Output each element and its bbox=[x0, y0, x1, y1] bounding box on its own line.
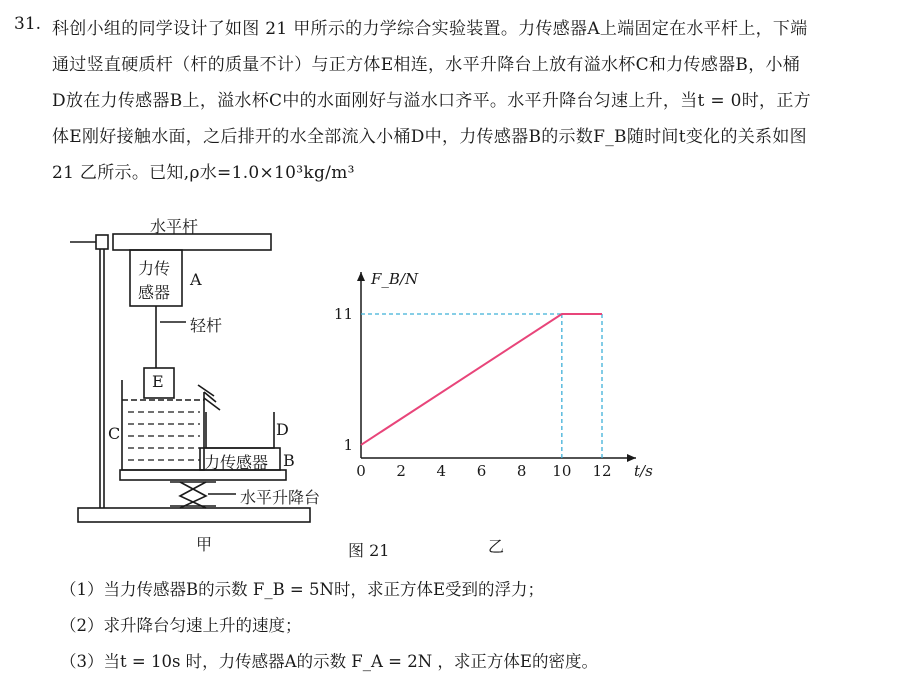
question-stem-line-3: D放在力传感器B上，溢水杯C中的水面刚好与溢水口齐平。水平升降台匀速上升，当t = 0时，正方 bbox=[52, 91, 811, 111]
y-axis-label: F_B/N bbox=[371, 270, 419, 288]
x-tick-label: 12 bbox=[592, 462, 612, 480]
label-light-rod: 轻杆 bbox=[190, 316, 223, 335]
caption-apparatus: 甲 bbox=[196, 535, 213, 554]
x-tick-label: 10 bbox=[552, 462, 572, 480]
sub-question-2: （2）求升降台匀速上升的速度； bbox=[60, 616, 302, 635]
y-tick-label: 11 bbox=[333, 305, 353, 323]
x-tick-label: 6 bbox=[476, 462, 487, 480]
label-sensor-a-letter: A bbox=[190, 270, 202, 289]
y-axis-arrow bbox=[357, 272, 365, 281]
x-tick-label: 8 bbox=[516, 462, 527, 480]
caption-graph: 乙 bbox=[488, 537, 505, 556]
label-sensor-b: 力传感器 bbox=[204, 453, 269, 472]
question-stem-line-2: 通过竖直硬质杆（杆的质量不计）与正方体E相连，水平升降台上放有溢水杯C和力传感器B，小桶 bbox=[52, 55, 801, 75]
label-cube-e: E bbox=[152, 372, 164, 391]
series-line bbox=[361, 314, 602, 445]
figure-caption: 图 21 bbox=[348, 541, 390, 560]
label-horizontal-rod: 水平杆 bbox=[150, 217, 199, 236]
sub-question-3: （3）当t = 10s 时，力传感器A的示数 F_A = 2N ，求正方体E的密度。 bbox=[60, 652, 598, 671]
label-sensor-a-line2: 感器 bbox=[138, 283, 171, 302]
label-cup-c: C bbox=[108, 424, 121, 443]
y-tick-label: 1 bbox=[343, 435, 353, 454]
question-stem-line-1: 科创小组的同学设计了如图 21 甲所示的力学综合实验装置。力传感器A上端固定在水平杆上，下端 bbox=[52, 19, 808, 39]
label-platform: 水平升降台 bbox=[240, 488, 321, 507]
label-sensor-b-letter: B bbox=[283, 451, 295, 470]
x-axis-label: t/s bbox=[634, 462, 653, 480]
x-axis-arrow bbox=[627, 454, 636, 462]
question-number: 31. bbox=[14, 14, 42, 34]
label-sensor-a-line1: 力传 bbox=[138, 259, 171, 278]
x-tick-label: 4 bbox=[436, 462, 447, 480]
x-tick-label: 0 bbox=[356, 462, 366, 480]
sub-question-1: （1）当力传感器B的示数 F_B = 5N时，求正方体E受到的浮力； bbox=[60, 580, 544, 599]
question-stem-line-5: 21 乙所示。已知,ρ水=1.0×10³kg/m³ bbox=[52, 163, 355, 183]
label-bucket-d: D bbox=[276, 420, 289, 439]
x-tick-label: 2 bbox=[396, 462, 406, 480]
question-stem-line-4: 体E刚好接触水面，之后排开的水全部流入小桶D中，力传感器B的示数F_B随时间t变化的关系如图 bbox=[52, 127, 807, 147]
